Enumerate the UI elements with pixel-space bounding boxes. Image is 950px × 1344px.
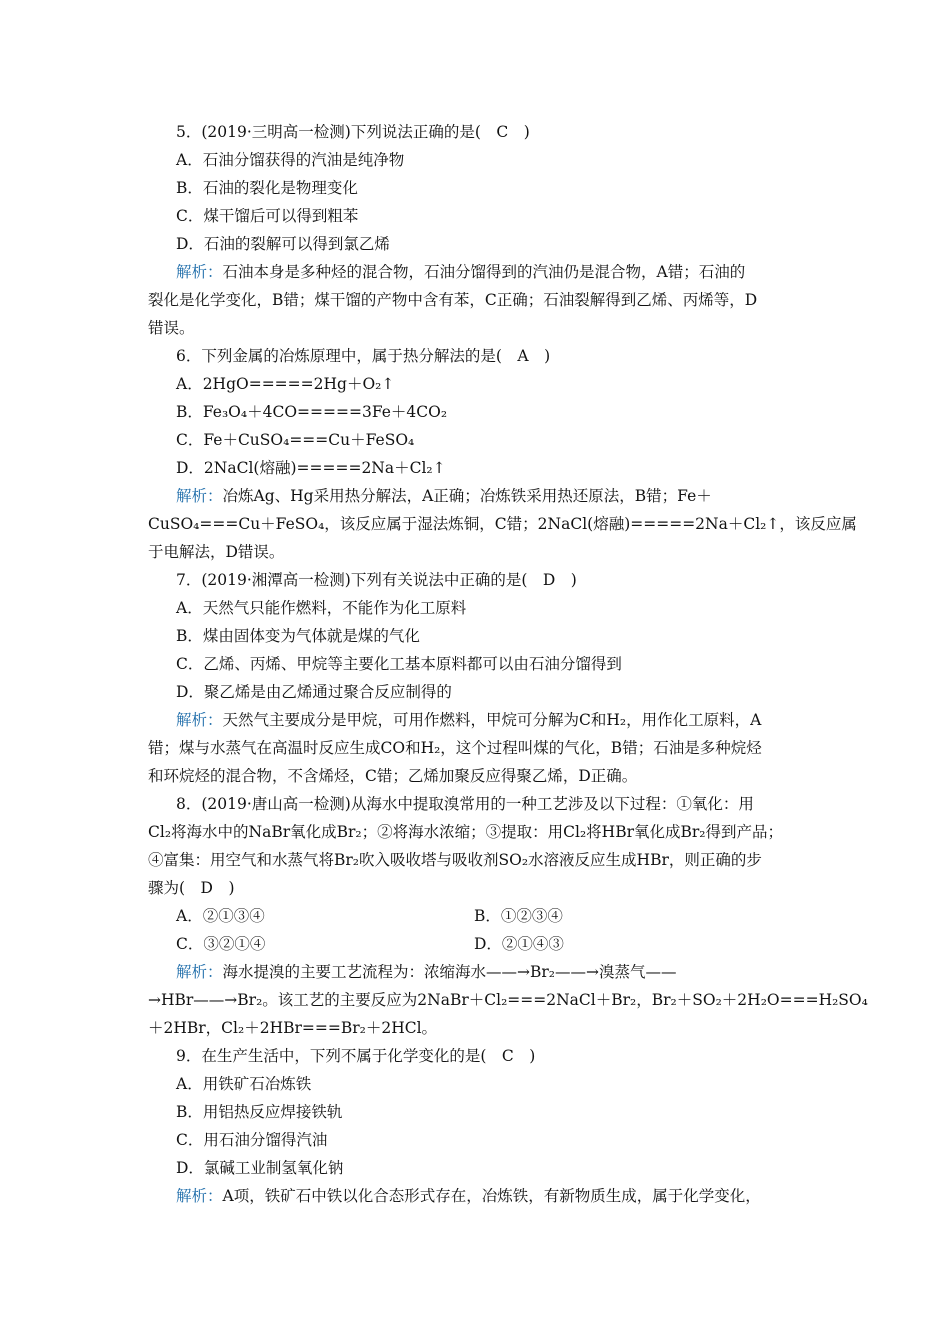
question-7-explanation-line-1 — [176, 710, 818, 730]
explanation-label: 解析： — [176, 487, 223, 505]
question-5-option-c: C．煤干馏后可以得到粗苯 — [176, 207, 359, 225]
question-9-explanation-line-1 — [176, 1186, 818, 1206]
question-6-explanation-line-1 — [176, 486, 818, 506]
question-7-explanation-line-2: 错；煤与水蒸气在高温时反应生成CO和H₂，这个过程叫煤的气化，B错；石油是多种烷烃 — [148, 739, 762, 757]
question-8-explanation-line-1 — [176, 962, 818, 982]
question-8-option-b: B．①②③④ — [474, 907, 563, 925]
question-8-options-row-2 — [176, 934, 846, 954]
question-8-option-a: A．②①③④ — [176, 907, 265, 925]
explanation-text: 天然气主要成分是甲烷，可用作燃料，甲烷可分解为C和H₂，用作化工原料，A — [222, 711, 762, 729]
explanation-text: 海水提溴的主要工艺流程为：浓缩海水——→Br₂——→溴蒸气—— — [222, 963, 677, 981]
question-8-stem-line-1: 8．(2019·唐山高一检测)从海水中提取溴常用的一种工艺涉及以下过程：①氧化：用 — [176, 795, 754, 813]
question-8-option-d: D．②①④③ — [474, 935, 564, 953]
question-5-option-a: A．石油分馏获得的汽油是纯净物 — [176, 151, 405, 169]
question-5-explanation-line-1 — [176, 262, 818, 282]
question-8-stem-line-4: 骤为( D ) — [148, 879, 235, 897]
question-7-stem: 7．(2019·湘潭高一检测)下列有关说法中正确的是( D ) — [176, 571, 577, 589]
question-7-option-d: D．聚乙烯是由乙烯通过聚合反应制得的 — [176, 683, 452, 701]
question-6-stem: 6．下列金属的冶炼原理中，属于热分解法的是( A ) — [176, 347, 551, 365]
question-7-option-c: C．乙烯、丙烯、甲烷等主要化工基本原料都可以由石油分馏得到 — [176, 655, 622, 673]
explanation-label: 解析： — [176, 1187, 223, 1205]
question-9-option-b: B．用铝热反应焊接铁轨 — [176, 1103, 343, 1121]
explanation-label: 解析： — [176, 263, 223, 281]
question-6-option-b: B．Fe₃O₄＋4CO=====3Fe＋4CO₂ — [176, 403, 448, 421]
question-6-option-d: D．2NaCl(熔融)=====2Na＋Cl₂↑ — [176, 459, 446, 477]
question-7-option-a: A．天然气只能作燃料，不能作为化工原料 — [176, 599, 467, 617]
question-6-option-c: C．Fe＋CuSO₄===Cu＋FeSO₄ — [176, 431, 415, 449]
question-5-stem: 5．(2019·三明高一检测)下列说法正确的是( C ) — [176, 123, 530, 141]
explanation-text: 冶炼Ag、Hg采用热分解法，A正确；冶炼铁采用热还原法，B错；Fe＋ — [222, 487, 712, 505]
question-5-explanation-line-2: 裂化是化学变化，B错；煤干馏的产物中含有苯，C正确；石油裂解得到乙烯、丙烯等，D — [148, 291, 758, 309]
question-5-option-d: D．石油的裂解可以得到氯乙烯 — [176, 235, 390, 253]
question-8-option-c: C．③②①④ — [176, 935, 266, 953]
question-8-stem-line-3: ④富集：用空气和水蒸气将Br₂吹入吸收塔与吸收剂SO₂水溶液反应生成HBr，则正确的步 — [148, 851, 762, 869]
question-9-option-c: C．用石油分馏得汽油 — [176, 1131, 328, 1149]
question-9-stem: 9．在生产生活中，下列不属于化学变化的是( C ) — [176, 1047, 536, 1065]
question-5-option-b: B．石油的裂化是物理变化 — [176, 179, 358, 197]
question-8-stem-line-2: Cl₂将海水中的NaBr氧化成Br₂；②将海水浓缩；③提取：用Cl₂将HBr氧化成Br₂得到产品； — [148, 823, 784, 841]
question-7-option-b: B．煤由固体变为气体就是煤的气化 — [176, 627, 420, 645]
explanation-label: 解析： — [176, 963, 223, 981]
question-7-explanation-line-3: 和环烷烃的混合物，不含烯烃，C错；乙烯加聚反应得聚乙烯，D正确。 — [148, 767, 638, 785]
explanation-label: 解析： — [176, 711, 223, 729]
question-8-options-row-1 — [176, 906, 846, 926]
question-6-explanation-line-2: CuSO₄===Cu＋FeSO₄，该反应属于湿法炼铜，C错；2NaCl(熔融)=====2Na＋Cl₂↑，该反应属 — [148, 515, 857, 533]
explanation-text: 石油本身是多种烃的混合物，石油分馏得到的汽油仍是混合物，A错；石油的 — [222, 263, 746, 281]
explanation-text: A项，铁矿石中铁以化合态形式存在，冶炼铁，有新物质生成，属于化学变化， — [222, 1187, 761, 1205]
question-5-explanation-line-3: 错误。 — [148, 319, 195, 337]
question-9-option-d: D．氯碱工业制氢氧化钠 — [176, 1159, 344, 1177]
question-8-explanation-line-2: →HBr——→Br₂。该工艺的主要反应为2NaBr＋Cl₂===2NaCl＋Br₂，Br₂＋SO₂＋2H₂O===H₂SO₄ — [148, 991, 868, 1009]
question-8-explanation-line-3: ＋2HBr，Cl₂＋2HBr===Br₂＋2HCl。 — [148, 1019, 438, 1037]
question-9-option-a: A．用铁矿石冶炼铁 — [176, 1075, 312, 1093]
question-6-explanation-line-3: 于电解法，D错误。 — [148, 543, 285, 561]
question-6-option-a: A．2HgO=====2Hg＋O₂↑ — [176, 375, 395, 393]
